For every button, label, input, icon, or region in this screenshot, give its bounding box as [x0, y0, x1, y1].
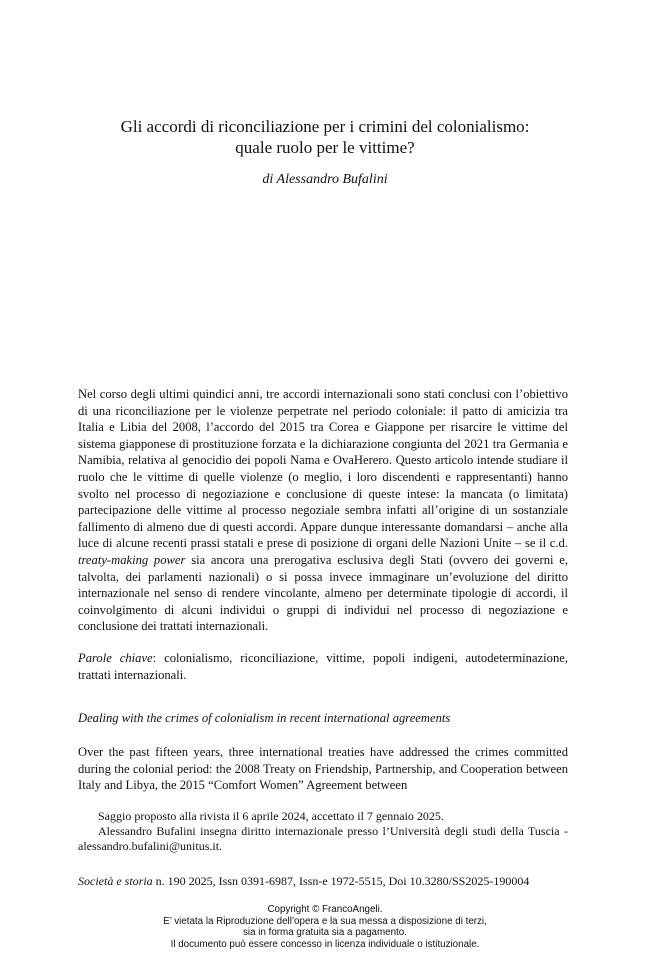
abstract-text-part-1: Nel corso degli ultimi quindici anni, tre accordi internazionali sono stati conclusi con l’obiettivo di una riconciliazione per le violenze perpetrate nel periodo coloniale: il patto di amicizia tra Italia e Libia del 2008, l’accordo del 2015 tra Corea e Giappone per risarcire le vittime del sistema giapponese di prostituzione forzata e la dichiarazione congiunta del 2021 tra Germania e Namibia, relativa al genocidio dei popoli Nama e OvaHerero. Questo articolo intende studiare il ruolo che le vittime di quelle violenze (o meglio, i loro discendenti e rappresentanti) hanno svolto nel processo di negoziazione e conclusione di queste intese: la mancata (o limitata) partecipazione delle vittime al processo negoziale sembra infatti all’origine di un sostanziale fallimento di almeno due di questi accordi. Appare dunque interessante domandarsi – anche alla luce di alcune recenti prassi statali e prese di posizione di organi delle Nazioni Unite – se il c.d.: [78, 387, 568, 551]
submission-note: Saggio proposto alla rivista il 6 aprile 2024, accettato il 7 gennaio 2025.: [98, 809, 444, 823]
journal-citation: [78, 874, 578, 889]
author-line: di Alessandro Bufalini: [262, 172, 388, 187]
italian-abstract: [78, 386, 568, 635]
keywords-label: Parole chiave: [78, 651, 153, 665]
title-line-1: Gli accordi di riconciliazione per i crimini del colonialismo:: [120, 117, 530, 136]
copyright-line-3: sia in forma gratuita sia a pagamento.: [243, 927, 407, 939]
footnotes: [78, 809, 568, 854]
citation-details: n. 190 2025, Issn 0391-6987, Issn-e 1972-5515, Doi 10.3280/SS2025-190004: [152, 874, 530, 888]
journal-name: Società e storia: [78, 874, 153, 888]
abstract-italic-term: treaty-making power: [78, 552, 186, 567]
article-title: [60, 116, 590, 158]
keywords-text: : colonialismo, riconciliazione, vittime, popoli indigeni, autodeterminazione, trattati internazionali.: [78, 651, 568, 682]
copyright-line-1: Copyright © FrancoAngeli.: [267, 904, 383, 915]
abstract-text-part-2: sia ancora una prerogativa esclusiva degli Stati (ovvero dei governi e, talvolta, dei parlamenti nazionali) o si possa invece immaginare un’evoluzione del diritto internazionale nel senso di rendere vincolante, almeno per determinate tipologie di accordi, il coinvolgimento di alcuni individui o gruppi di individui nel processo di negoziazione e conclusione dei trattati internazionali.: [78, 552, 569, 634]
copyright-notice: [0, 904, 650, 950]
copyright-line-4: Il documento può essere concesso in licenza individuale o istituzionale.: [170, 938, 480, 950]
copyright-line-2: E’ vietata la Riproduzione dell’opera e la sua messa a disposizione di terzi,: [163, 915, 487, 927]
english-title: Dealing with the crimes of colonialism in recent international agreements: [78, 711, 451, 725]
title-line-2: quale ruolo per le vittime?: [235, 138, 415, 157]
english-abstract: Over the past fifteen years, three international treaties have addressed the crimes committed during the colonial period: the 2008 Treaty on Friendship, Partnership, and Cooperation between Italy and Libya, the 2015 “Comfort Women” Agreement between: [78, 745, 568, 793]
abstract-paragraph: [78, 386, 568, 635]
keywords: [78, 650, 568, 683]
affiliation-note: Alessandro Bufalini insegna diritto internazionale presso l’Università degli studi della Tuscia - alessandro.bufalini@unitus.it.: [78, 824, 568, 853]
